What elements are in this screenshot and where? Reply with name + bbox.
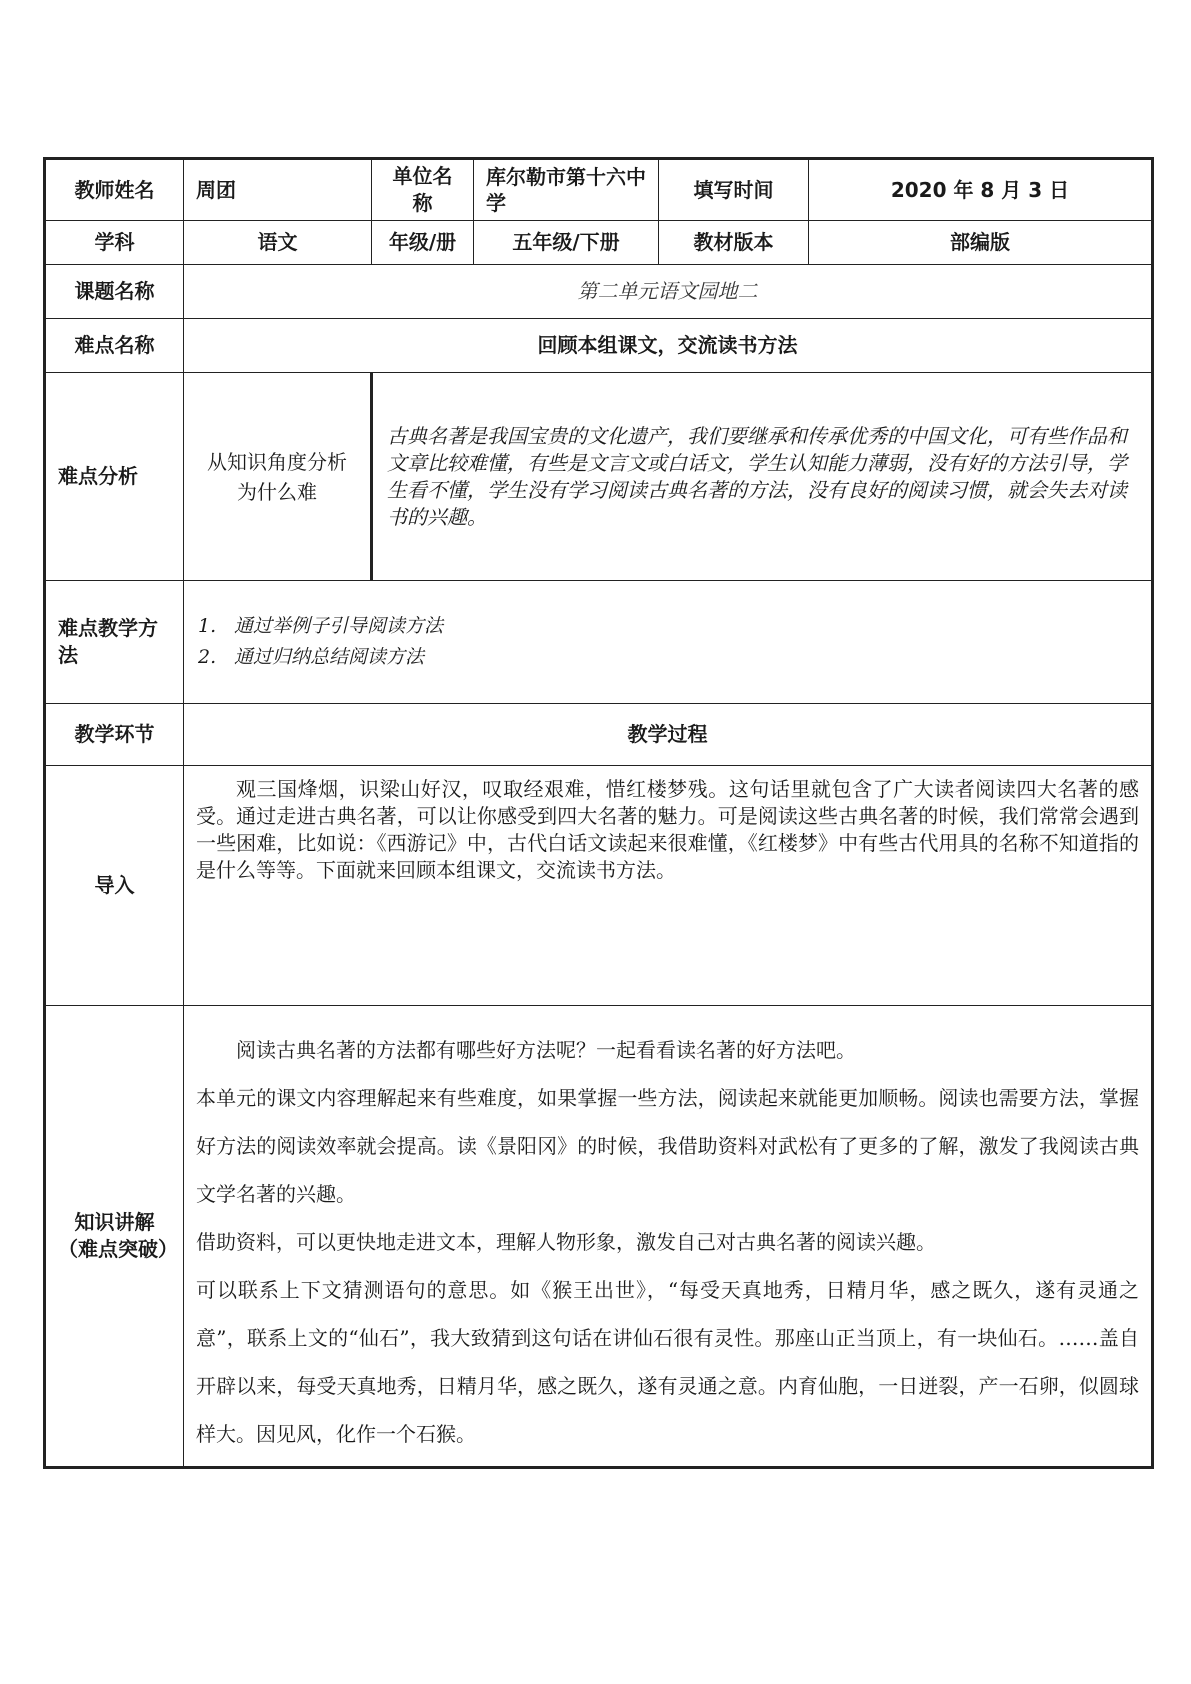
knowledge-paragraph-3: 借助资料，可以更快地走进文本，理解人物形象，激发自己对古典名著的阅读兴趣。 [196, 1230, 936, 1254]
knowledge-paragraph-1: 阅读古典名著的方法都有哪些好方法呢？一起看看读名著的好方法吧。 [236, 1038, 856, 1062]
method-text: 通过举例子引导阅读方法 [234, 615, 444, 637]
header-row-2 [45, 221, 1153, 265]
topic-label: 课题名称 [45, 265, 184, 319]
teacher-label: 教师姓名 [45, 159, 184, 221]
difficulty-row [45, 319, 1153, 373]
methods-label: 难点教学方法 [45, 581, 184, 704]
teacher-value: 周团 [184, 159, 372, 221]
methods-row [45, 581, 1153, 704]
topic-value: 第二单元语文园地二 [184, 265, 1153, 319]
knowledge-paragraph-4: 可以联系上下文猜测语句的意思。如《猴王出世》，“每受天真地秀，日精月华，感之既久，遂有灵通之意”，联系上文的“仙石”，我大致猜到这句话在讲仙石很有灵性。那座山正当顶上，有一块仙石。……盖自开辟以来，每受天真地秀，日精月华，感之既久，遂有灵通之意。内育仙胞，一日迸裂，产一石卵，似圆球样大。因见风，化作一个石猴。 [196, 1278, 1139, 1446]
knowledge-label [45, 1006, 184, 1468]
date-value: 2020 年 8 月 3 日 [809, 159, 1153, 221]
intro-text: 观三国烽烟，识梁山好汉，叹取经艰难，惜红楼梦残。这句话里就包含了广大读者阅读四大名著的感受。通过走进古典名著，可以让你感受到四大名著的魅力。可是阅读这些古典名著的时候，我们常常会遇到一些困难，比如说：《西游记》中，古代白话文读起来很难懂，《红楼梦》中有些古代用具的名称不知道指的是什么等等。下面就来回顾本组课文，交流读书方法。 [196, 777, 1139, 882]
lesson-plan-table [43, 157, 1154, 1469]
knowledge-label-line1: 知识讲解 [74, 1210, 155, 1234]
subject-label: 学科 [45, 221, 184, 265]
difficulty-label: 难点名称 [45, 319, 184, 373]
grade-label: 年级/册 [372, 221, 474, 265]
unit-value: 库尔勒市第十六中学 [474, 159, 659, 221]
intro-label: 导入 [45, 766, 184, 1006]
method-text: 通过归纳总结阅读方法 [234, 646, 425, 668]
method-number: 1. [198, 615, 217, 637]
intro-text-cell [184, 766, 1153, 1006]
edition-label: 教材版本 [659, 221, 809, 265]
knowledge-text-cell [184, 1006, 1153, 1468]
analysis-text: 古典名著是我国宝贵的文化遗产，我们要继承和传承优秀的中国文化，可有些作品和文章比较难懂，有些是文言文或白话文，学生认知能力薄弱，没有好的方法引导，学生看不懂，学生没有学习阅读古典名著的方法，没有良好的阅读习惯，就会失去对读书的兴趣。 [372, 373, 1153, 581]
intro-row [45, 766, 1153, 1006]
analysis-sub-label: 从知识角度分析为什么难 [184, 373, 372, 581]
knowledge-label-line2: （难点突破） [58, 1237, 178, 1261]
method-number: 2. [198, 646, 217, 668]
methods-list [198, 611, 1137, 673]
date-label: 填写时间 [659, 159, 809, 221]
methods-cell [184, 581, 1153, 704]
method-item [198, 611, 1137, 642]
topic-row [45, 265, 1153, 319]
subject-value: 语文 [184, 221, 372, 265]
analysis-label: 难点分析 [45, 373, 184, 581]
edition-value: 部编版 [809, 221, 1153, 265]
process-label: 教学环节 [45, 704, 184, 766]
unit-label: 单位名称 [372, 159, 474, 221]
grade-value: 五年级/下册 [474, 221, 659, 265]
analysis-row [45, 373, 1153, 581]
method-item [198, 642, 1137, 673]
knowledge-paragraph-2: 本单元的课文内容理解起来有些难度，如果掌握一些方法，阅读起来就能更加顺畅。阅读也需要方法，掌握好方法的阅读效率就会提高。读《景阳冈》的时候，我借助资料对武松有了更多的了解，激发了我阅读古典文学名著的兴趣。 [196, 1086, 1139, 1206]
difficulty-value: 回顾本组课文，交流读书方法 [184, 319, 1153, 373]
knowledge-row [45, 1006, 1153, 1468]
process-value: 教学过程 [184, 704, 1153, 766]
header-row-1 [45, 159, 1153, 221]
process-row [45, 704, 1153, 766]
